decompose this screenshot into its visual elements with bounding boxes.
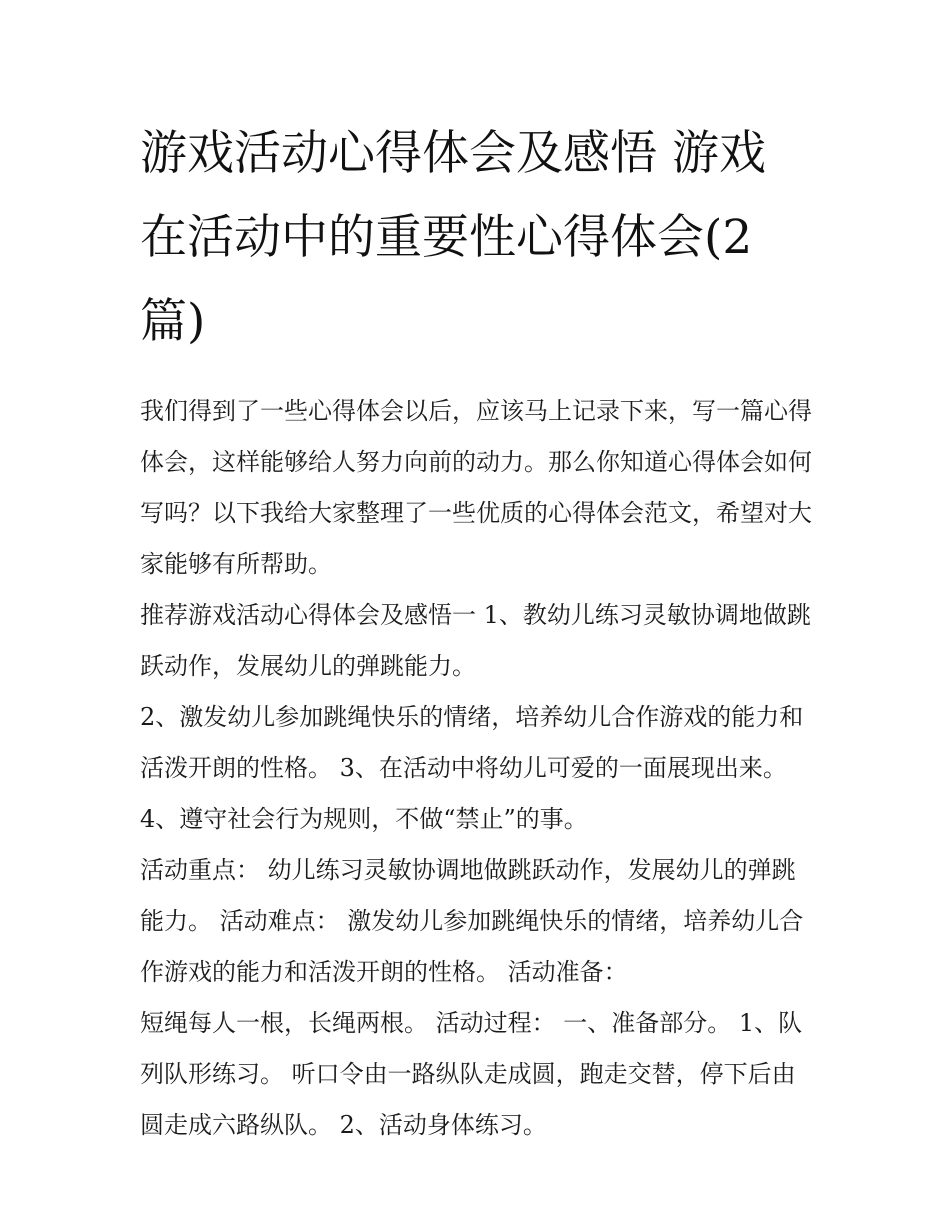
paragraph-intro: 我们得到了一些心得体会以后，应该马上记录下来，写一篇心得体会，这样能够给人努力向前的动力。那么你知道心得体会如何写吗？以下我给大家整理了一些优质的心得体会范文，希望对大家能够有所帮助。 xyxy=(140,397,812,578)
document-title: 游戏活动心得体会及感悟 游戏在活动中的重要性心得体会(2篇) xyxy=(140,126,766,349)
paragraph-process: 短绳每人一根，长绳两根。 活动过程： 一、准备部分。 1、队列队形练习。 听口令由一路纵队走成圆，跑走交替，停下后由圆走成六路纵队。 2、活动身体练习。 xyxy=(140,1009,803,1139)
paragraph-key-points: 活动重点： 幼儿练习灵敏协调地做跳跃动作，发展幼儿的弹跳能力。 活动难点： 激发幼儿参加跳绳快乐的情绪，培养幼儿合作游戏的能力和活泼开朗的性格。 活动准备： xyxy=(140,856,804,986)
paragraph-section-1: 推荐游戏活动心得体会及感悟一 1、教幼儿练习灵敏协调地做跳跃动作，发展幼儿的弹跳能力。 xyxy=(140,601,811,680)
paragraph-goals: 2、激发幼儿参加跳绳快乐的情绪，培养幼儿合作游戏的能力和活泼开朗的性格。 3、在活动中将幼儿可爱的一面展现出来。 4、遵守社会行为规则，不做“禁止”的事。 xyxy=(140,703,804,833)
document-body xyxy=(140,112,812,1151)
